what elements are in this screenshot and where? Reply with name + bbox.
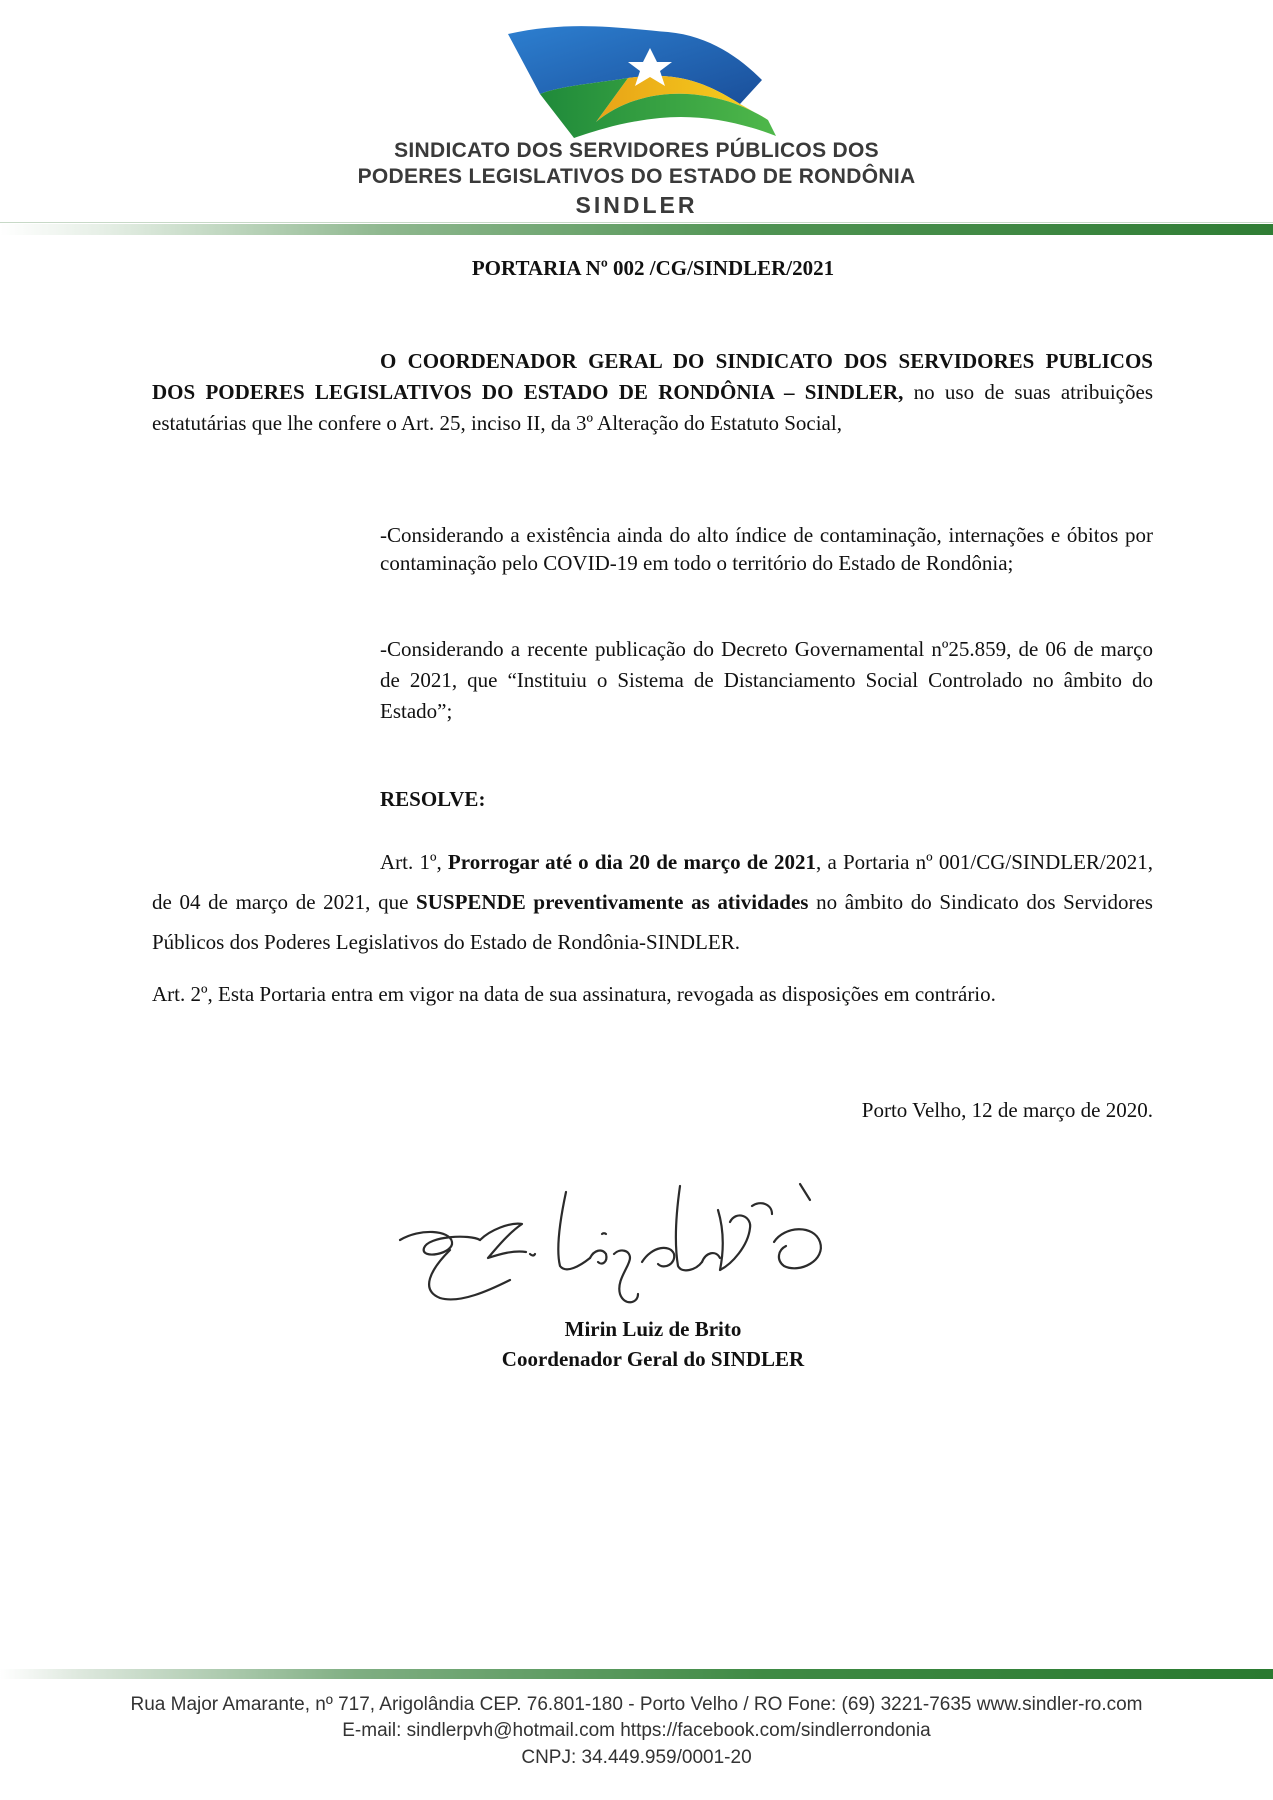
footer-address: Rua Major Amarante, nº 717, Arigolândia CEP. 76.801-180 - Porto Velho / RO Fone: (69) 3221-7635 www.sindler-ro.com [130,1694,1143,1715]
considering-paragraph-1: -Considerando a existência ainda do alto índice de contaminação, internações e óbitos por contaminação pelo COVID-19 em todo o território do Estado de Rondônia; [380,523,1153,575]
intro-paragraph [152,346,1153,439]
art1-bold-suspend: SUSPENDE preventivamente as atividades [416,890,809,914]
art1-bold-extension: Prorrogar até o dia 20 de março de 2021 [447,850,817,874]
org-name-line1: SINDICATO DOS SERVIDORES PÚBLICOS DOS [394,139,879,162]
considering-paragraph-2: -Considerando a recente publicação do Decreto Governamental nº25.859, de 06 de março de 2021, que “Instituiu o Sistema de Distanciamento Social Controlado no âmbito do Estado”; [380,637,1153,723]
flag-logo-icon [500,18,800,140]
intro-bold-text: O COORDENADOR GERAL DO SINDICATO DOS SERVIDORES PUBLICOS DOS PODERES LEGISLATIVOS DO ESTADO DE RONDÔNIA – SINDLER, [152,349,1153,404]
art1-label: Art. 1º, [380,850,448,874]
header-divider [0,224,1273,235]
signatory-name: Mirin Luiz de Brito [564,1317,742,1341]
article-1 [152,842,1153,962]
place-date: Porto Velho, 12 de março de 2020. [861,1098,1153,1122]
signatory-role: Coordenador Geral do SINDLER [501,1347,805,1371]
document-title: PORTARIA Nº 002 /CG/SINDLER/2021 [471,256,835,280]
art1-text: , a Portaria nº 001/CG/SINDLER/2021, de 04 de março de 2021, que [152,850,1153,914]
footer-cnpj: CNPJ: 34.449.959/0001-20 [521,1747,752,1768]
org-name-line2: PODERES LEGISLATIVOS DO ESTADO DE RONDÔNIA [357,165,916,188]
header-divider-thin [0,222,1273,223]
resolve-heading: RESOLVE: [380,787,486,811]
article-2: Art. 2º, Esta Portaria entra em vigor na data de sua assinatura, revogada as disposições em contrário. [152,982,996,1006]
footer-contact: E-mail: sindlerpvh@hotmail.com https://facebook.com/sindlerrondonia [342,1720,931,1741]
org-acronym: SINDLER [575,192,698,218]
intro-text: no uso de suas atribuições estatutárias que lhe confere o Art. 25, inciso II, da 3º Alteração do Estatuto Social, [152,380,1153,435]
art1-text-end: no âmbito do Sindicato dos Servidores Públicos dos Poderes Legislativos do Estado de Rondônia-SINDLER. [152,890,1153,954]
handwritten-signature [380,1170,900,1320]
footer-divider [0,1669,1273,1679]
